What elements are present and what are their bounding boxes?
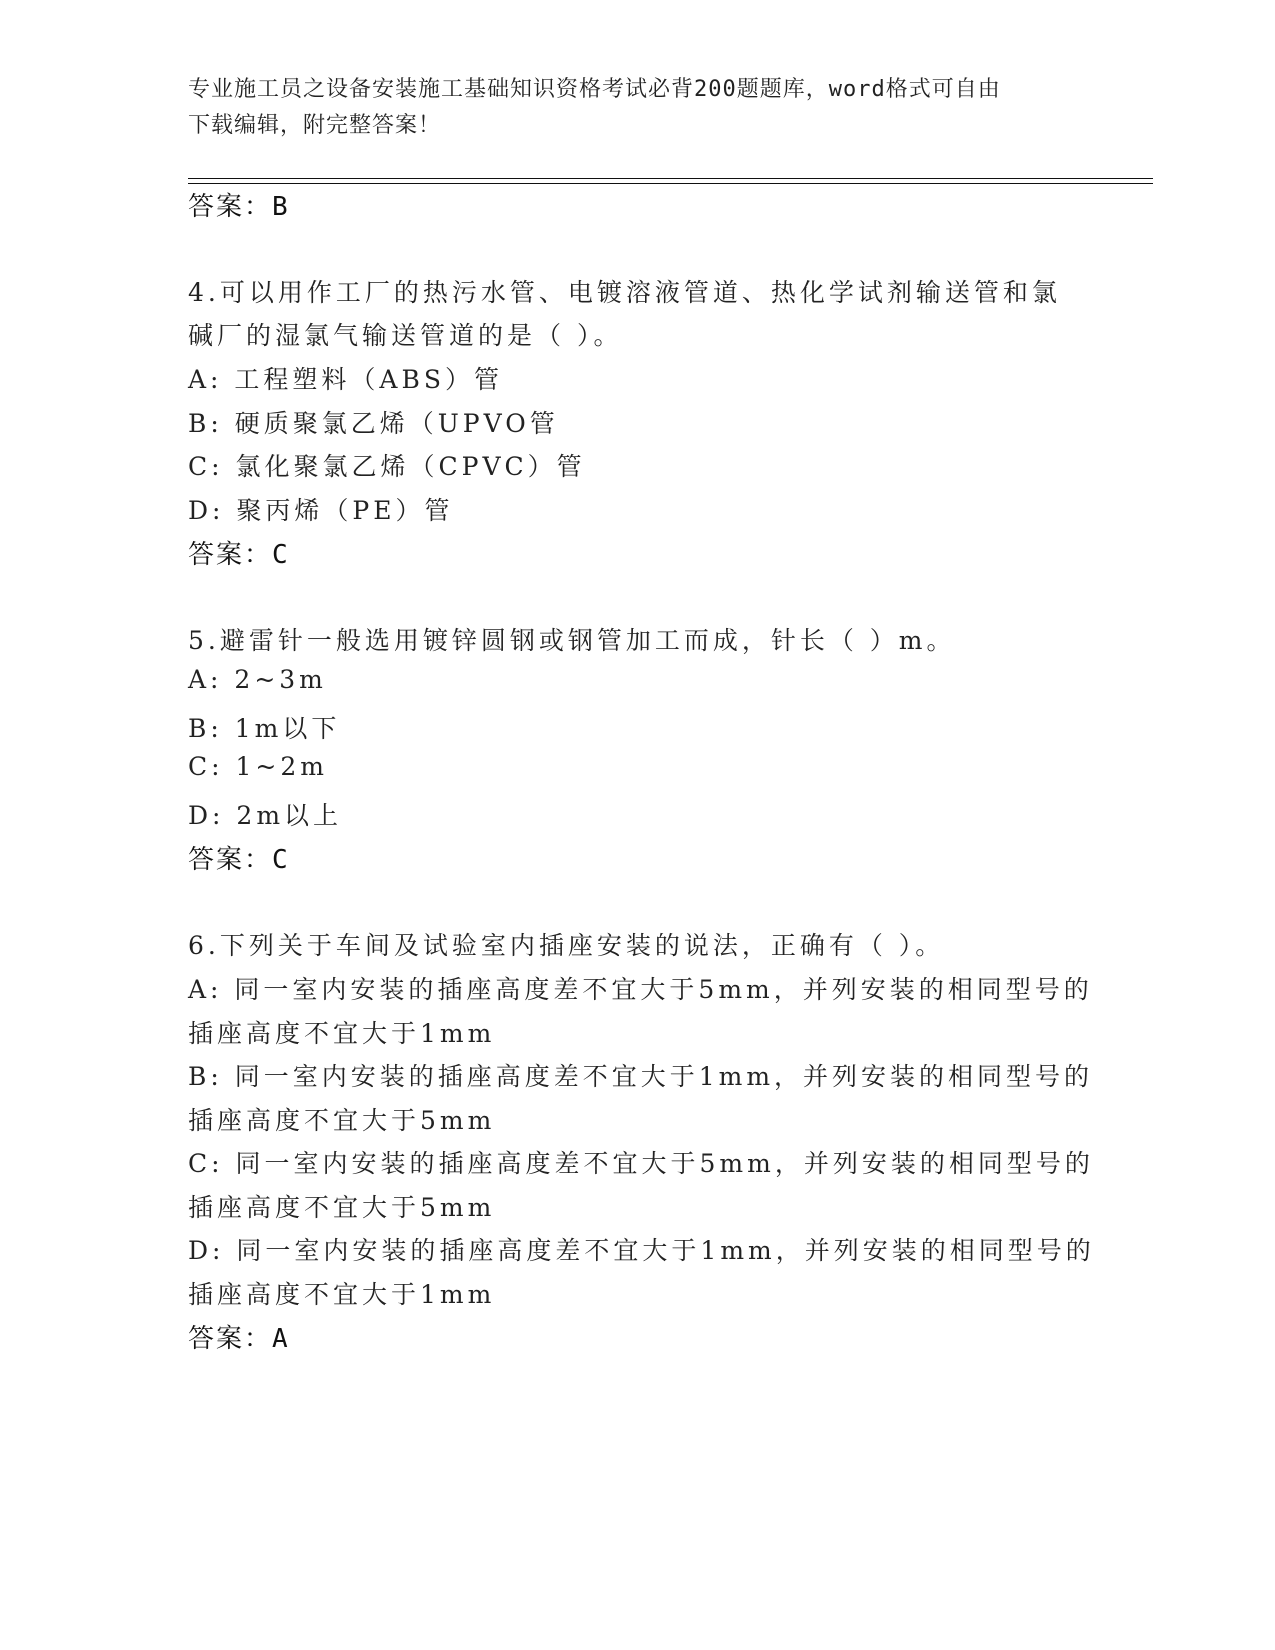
q4-stem-line-1: 4.可以用作工厂的热污水管、电镀溶液管道、热化学试剂输送管和氯 <box>188 278 1061 307</box>
q6-answer: 答案：A <box>188 1324 290 1354</box>
header-title-line-1: 专业施工员之设备安装施工基础知识资格考试必背200题题库，word格式可自由 <box>188 77 1001 102</box>
q5-answer: 答案：C <box>188 845 290 875</box>
q5-option-c: C: 1~2m <box>188 752 328 781</box>
document-header <box>188 72 1088 144</box>
q5-option-b: B: 1m以下 <box>188 714 341 743</box>
q6-stem: 6.下列关于车间及试验室内插座安装的说法，正确有（ ）。 <box>188 931 945 960</box>
q4-stem-line-2: 碱厂的湿氯气输送管道的是（ ）。 <box>188 321 623 350</box>
q6-option-d-line-2: 插座高度不宜大于1mm <box>188 1280 496 1309</box>
q5-option-a: A: 2~3m <box>188 665 327 694</box>
header-title-line-2: 下载编辑，附完整答案！ <box>188 113 442 138</box>
q6-option-c-line-2: 插座高度不宜大于5mm <box>188 1193 496 1222</box>
header-divider-bottom <box>188 183 1153 184</box>
q4-answer: 答案：C <box>188 540 290 570</box>
q5-option-d: D: 2m以上 <box>188 801 343 830</box>
q6-option-c-line-1: C: 同一室内安装的插座高度差不宜大于5mm，并列安装的相同型号的 <box>188 1149 1094 1178</box>
q5-stem: 5.避雷针一般选用镀锌圆钢或钢管加工而成，针长（ ）m。 <box>188 626 956 655</box>
q6-option-b-line-2: 插座高度不宜大于5mm <box>188 1106 496 1135</box>
q4-option-b: B: 硬质聚氯乙烯（UPVO管 <box>188 409 559 438</box>
q4-option-d: D: 聚丙烯（PE）管 <box>188 496 454 525</box>
q6-option-a-line-1: A: 同一室内安装的插座高度差不宜大于5mm，并列安装的相同型号的 <box>188 975 1093 1004</box>
q4-option-a: A: 工程塑料（ABS）管 <box>188 365 503 394</box>
q4-option-c: C: 氯化聚氯乙烯（CPVC）管 <box>188 452 586 481</box>
header-divider-top <box>188 178 1153 179</box>
q6-option-d-line-1: D: 同一室内安装的插座高度差不宜大于1mm，并列安装的相同型号的 <box>188 1236 1095 1265</box>
q6-option-a-line-2: 插座高度不宜大于1mm <box>188 1019 496 1048</box>
answer-previous: 答案：B <box>188 192 290 222</box>
q6-option-b-line-1: B: 同一室内安装的插座高度差不宜大于1mm，并列安装的相同型号的 <box>188 1062 1094 1091</box>
